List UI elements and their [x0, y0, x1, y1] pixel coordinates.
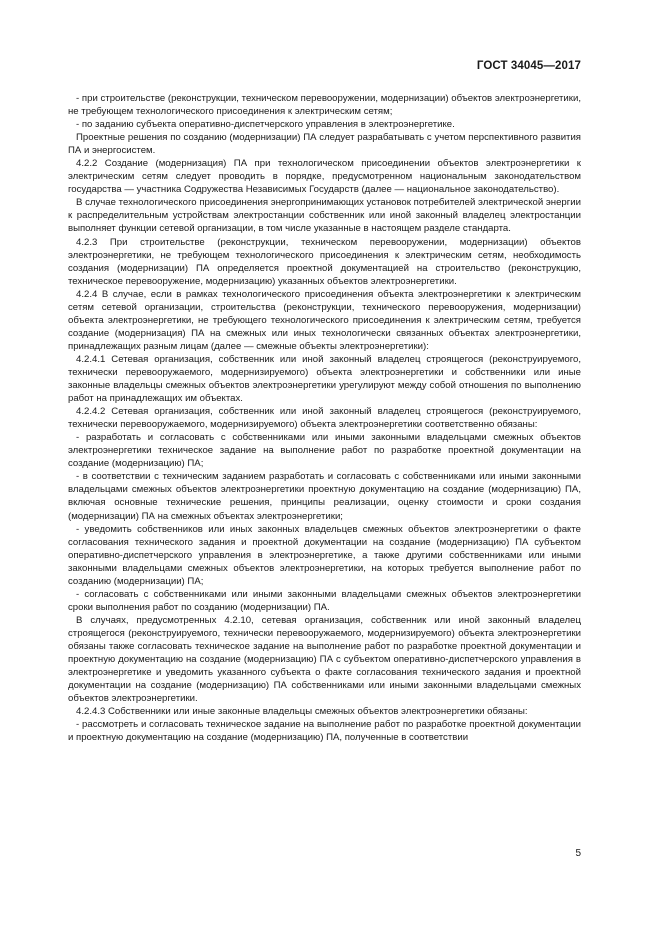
paragraph: 4.2.2 Создание (модернизация) ПА при технологическом присоединении объектов электроэнергетики к электрическим сетям следует проводить в порядке, предусмотренном национальным законодательством государства — участника Содружества Независимых Государств (далее — национальное законодательство). [68, 158, 581, 196]
paragraph: - по заданию субъекта оперативно-диспетчерского управления в электроэнергетике. [76, 119, 455, 131]
paragraph: - рассмотреть и согласовать техническое задание на выполнение работ по разработке проектной документации и проектную документацию на создание (модернизацию) ПА, полученные в соответствии [68, 719, 581, 744]
paragraph: Проектные решения по созданию (модернизации) ПА следует разрабатывать с учетом перспективного развития ПА и энергосистем. [68, 132, 581, 157]
paragraph: 4.2.3 При строительстве (реконструкции, техническом перевооружении, модернизации) объектов электроэнергетики, не требующем технологического присоединения к электрическим сетям, необходимость создания (модернизации) ПА определяется проектной документацией на строительство (реконструкцию, техническое перевооружение, модернизацию) указанных объектов электроэнергетики. [68, 236, 581, 287]
paragraph: - согласовать с собственниками или иными законными владельцами смежных объектов электроэнергетики сроки выполнения работ по созданию (модернизации) ПА. [68, 588, 581, 613]
paragraph: 4.2.4.2 Сетевая организация, собственник или иной законный владелец строящегося (реконструируемого, технически перевооружаемого, модернизируемого) объекта электроэнергетики соответственно обязаны: [68, 406, 581, 431]
paragraph: В случае технологического присоединения энергопринимающих установок потребителей электрической энергии к распределительным устройствам электростанции собственник или иной законный владелец электростанции выполняет функции сетевой организации, в том числе указанные в настоящем разделе стандарта. [68, 197, 581, 235]
paragraph: 4.2.4.1 Сетевая организация, собственник или иной законный владелец строящегося (реконструируемого, технически перевооружаемого, модернизируемого) объекта электроэнергетики и собственники или иные законные владельцы смежных объектов электроэнергетики урегулируют между собой отношения по выполнению работ на принадлежащих им объектах. [68, 353, 581, 405]
paragraph: - при строительстве (реконструкции, техническом перевооружении, модернизации) объектов электроэнергетики, не требующем технологического присоединения к электрическим сетям; [68, 93, 581, 118]
paragraph: - в соответствии с техническим заданием разработать и согласовать с собственниками или иными законными владельцами смежных объектов электроэнергетики проектную документацию на создание (модернизацию) ПА, включая основные технические решения, принципы реализации, оценку стоимости и сроки создания (модернизации) ПА на смежных объектах электроэнергетики; [68, 471, 581, 522]
page-number: 5 [575, 848, 581, 859]
paragraph: - уведомить собственников или иных законных владельцев смежных объектов электроэнергетики о факте согласования технического задания и проектной документации на создание (модернизацию) ПА субъектом оперативно-диспетчерского управления в электроэнергетике, а также другими собственниками или иными законными владельцами смежных объектов электроэнергетики, на которых требуется выполнение работ по созданию (модернизации) ПА; [68, 523, 581, 587]
paragraph: 4.2.4 В случае, если в рамках технологического присоединения объекта электроэнергетики к электрическим сетям сетевой организации, строительства (реконструкции, технического перевооружения, модернизации) объекта электроэнергетики, не требующего технологического присоединения к электрическим сетям, требуется создание (модернизация) ПА на смежных или иных технологически связанных объектах электроэнергетики, принадлежащих разным лицам (далее — смежные объекты электроэнергетики): [68, 288, 581, 352]
paragraph: В случаях, предусмотренных 4.2.10, сетевая организация, собственник или иной законный владелец строящегося (реконструируемого, технически перевооружаемого, модернизируемого) объекта электроэнергетики обязаны также согласовать техническое задание на выполнение работ по разработке проектной документации и проектную документацию на создание (модернизацию) ПА с субъектом оперативно-диспетчерского управления в электроэнергетике и уведомить указанного субъекта о факте согласования технического задания и проектной документации на создание (модернизацию) ПА собственниками или иными законными владельцами смежных объектов электроэнергетики. [68, 614, 581, 705]
paragraph: - разработать и согласовать с собственниками или иными законными владельцами смежных объектов электроэнергетики техническое задание на выполнение работ по разработке проектной документации на создание (модернизацию) ПА; [68, 432, 581, 470]
document-body [68, 92, 581, 744]
standard-header: ГОСТ 34045—2017 [476, 60, 581, 72]
paragraph: 4.2.4.3 Собственники или иные законные владельцы смежных объектов электроэнергетики обязаны: [76, 706, 528, 718]
